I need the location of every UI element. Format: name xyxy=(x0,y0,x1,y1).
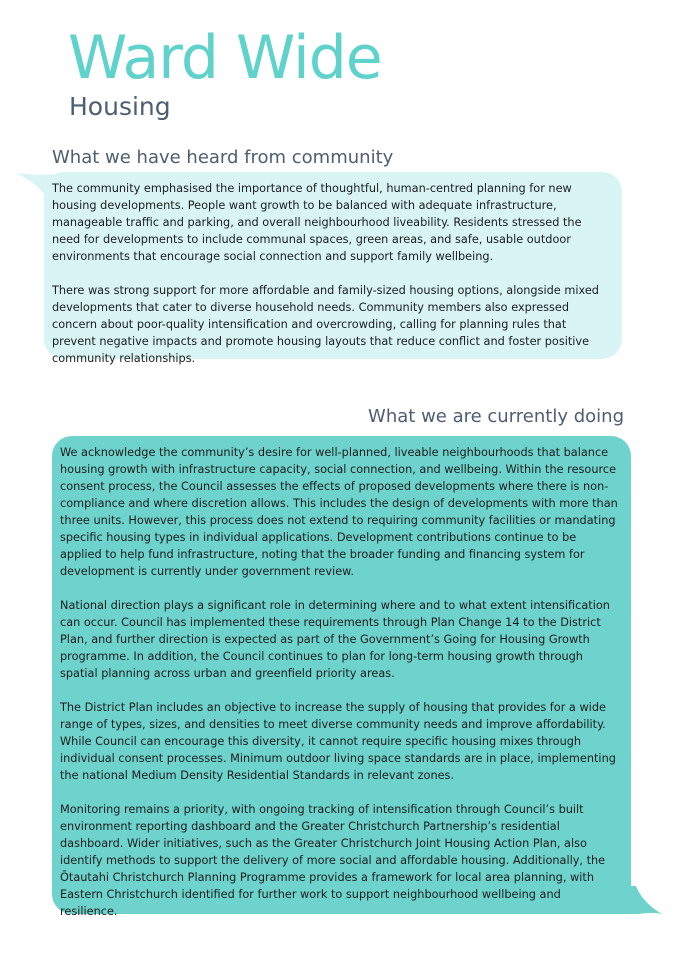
community-text xyxy=(52,180,612,367)
page-title: Ward Wide xyxy=(68,23,382,93)
council-paragraph: National direction plays a significant role in determining where and to what extent intensification can occur. Council has implemented these requirements through Plan Change 14 to the District Plan, and further direction is expected as part of the Government’s Going for Housing Growth programme. In addition, the Council continues to plan for long-term housing growth through spatial planning across urban and greenfield priority areas. xyxy=(60,599,610,680)
community-heading: What we have heard from community xyxy=(52,147,394,168)
community-paragraph: The community emphasised the importance of thoughtful, human-centred planning for new housing developments. People want growth to be balanced with adequate infrastructure, manageable traffic and parking, and overall neighbourhood liveability. Residents stressed the need for developments to include communal spaces, green areas, and safe, usable outdoor environments that encourage social connection and support family wellbeing. xyxy=(52,182,582,263)
council-paragraph: We acknowledge the community’s desire for well-planned, liveable neighbourhoods that balance housing growth with infrastructure capacity, social connection, and wellbeing. Within the resource consent process, the Council assesses the effects of proposed developments where there is non-compliance and where discretion allows. This includes the design of developments with more than three units. However, this process does not extend to requiring community facilities or mandating specific housing types in individual applications. Development contributions continue to be applied to help fund infrastructure, noting that the broader funding and financing system for development is currently under government review. xyxy=(60,446,618,578)
council-paragraph: Monitoring remains a priority, with ongoing tracking of intensification through Council’s built environment reporting dashboard and the Greater Christchurch Partnership’s residential dashboard. Wider initiatives, such as the Greater Christchurch Joint Housing Action Plan, also identify methods to support the delivery of more social and affordable housing. Additionally, the Ōtautahi Christchurch Planning Programme provides a framework for local area planning, with Eastern Christchurch identified for further work to support neighbourhood wellbeing and resilience. xyxy=(60,803,606,918)
community-speech-bubble xyxy=(44,172,622,365)
council-paragraph: The District Plan includes an objective to increase the supply of housing that provides for a wide range of types, sizes, and densities to meet diverse community needs and improve affordability. While Council can encourage this diversity, it cannot require specific housing mixes through individual consent processes. Minimum outdoor living space standards are in place, implementing the national Medium Density Residential Standards in relevant zones. xyxy=(60,701,616,782)
council-text xyxy=(60,444,621,920)
page-subtitle: Housing xyxy=(69,92,171,121)
community-paragraph: There was strong support for more affordable and family-sized housing options, alongside mixed developments that cater to diverse household needs. Community members also expressed concern about poor-quality intensification and overcrowding, calling for planning rules that prevent negative impacts and promote housing layouts that reduce conflict and foster positive community relationships. xyxy=(52,284,599,365)
council-heading: What we are currently doing xyxy=(368,406,624,427)
council-speech-bubble xyxy=(52,436,631,918)
